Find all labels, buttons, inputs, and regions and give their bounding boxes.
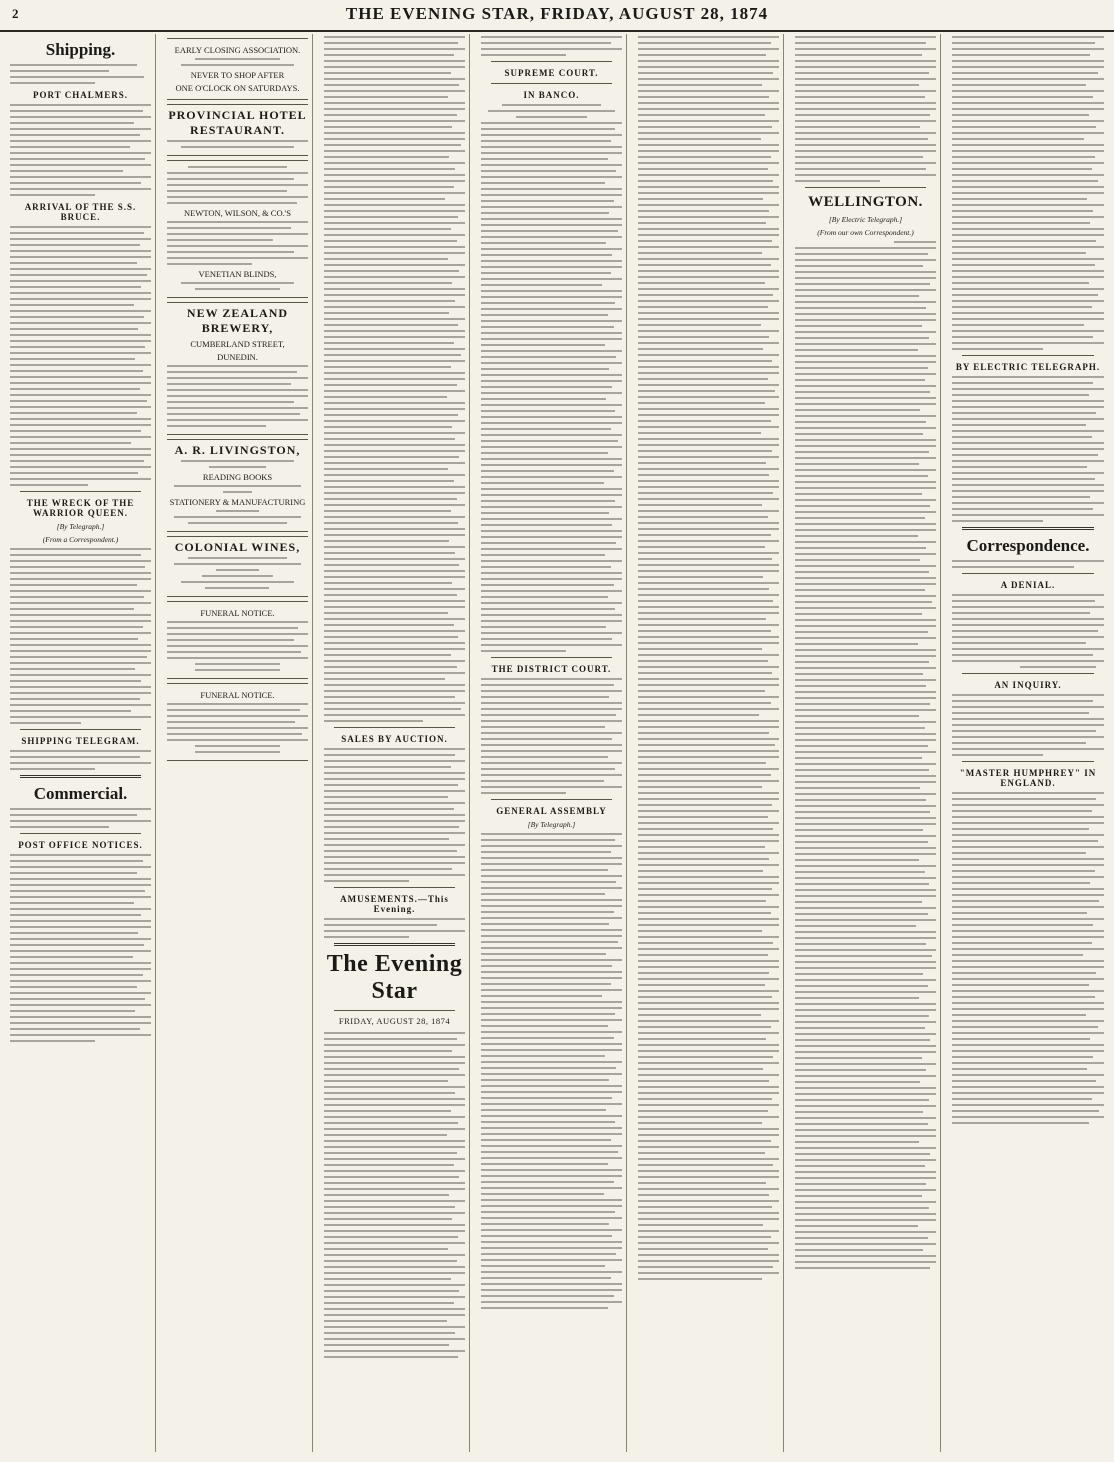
funeral-notice-title-1: FUNERAL NOTICE. bbox=[200, 608, 275, 618]
text-block bbox=[10, 64, 151, 84]
column-2 bbox=[163, 34, 313, 1452]
general-assembly-heading: GENERAL ASSEMBLY bbox=[496, 806, 607, 816]
venetian-blinds-title: VENETIAN BLINDS, bbox=[198, 269, 277, 279]
electric-telegraph-heading: BY ELECTRIC TELEGRAPH. bbox=[955, 362, 1101, 372]
post-office-heading: POST OFFICE NOTICES. bbox=[18, 840, 143, 850]
correspondent-tag: (From a Correspondent.) bbox=[42, 535, 119, 544]
text-block bbox=[10, 750, 151, 770]
divider bbox=[334, 943, 455, 946]
column-3 bbox=[320, 34, 470, 1452]
newton-wilson-title: NEWTON, WILSON, & CO.'S bbox=[184, 208, 291, 218]
text-block bbox=[10, 808, 151, 828]
text-block bbox=[952, 36, 1104, 350]
text-block bbox=[10, 226, 151, 486]
funeral-notice-2 bbox=[167, 683, 308, 761]
district-court-heading: THE DISTRICT COURT. bbox=[491, 664, 612, 674]
shipping-telegram-heading: SHIPPING TELEGRAM. bbox=[21, 736, 140, 746]
text-block bbox=[324, 918, 465, 938]
text-block bbox=[952, 594, 1104, 668]
early-closing-ad bbox=[167, 38, 308, 100]
in-banco-heading: IN BANCO. bbox=[523, 90, 580, 100]
divider bbox=[962, 527, 1094, 530]
provincial-hotel-ad bbox=[167, 104, 308, 156]
divider bbox=[491, 83, 612, 84]
divider bbox=[334, 1010, 455, 1011]
provincial-hotel-title: PROVINCIAL HOTEL RESTAURANT. bbox=[168, 108, 307, 137]
column-6 bbox=[791, 34, 941, 1452]
livingston-title: A. R. LIVINGSTON, bbox=[174, 443, 301, 457]
divider bbox=[962, 673, 1094, 674]
divider bbox=[962, 573, 1094, 574]
page-number: 2 bbox=[12, 6, 19, 21]
sales-auction-heading: SALES BY AUCTION. bbox=[341, 734, 448, 744]
text-block bbox=[481, 104, 622, 652]
text-block bbox=[481, 678, 622, 794]
newspaper-columns bbox=[6, 34, 1108, 1454]
commercial-heading: Commercial. bbox=[33, 784, 128, 803]
electric-telegraph-tag: [By Electric Telegraph.] bbox=[828, 215, 903, 224]
early-closing-title: EARLY CLOSING ASSOCIATION. bbox=[174, 45, 301, 55]
paper-title: THE EVENING STAR, FRIDAY, AUGUST 28, 1874 bbox=[345, 4, 769, 23]
text-block bbox=[952, 792, 1104, 1124]
port-chalmers-heading: PORT CHALMERS. bbox=[32, 90, 129, 100]
warrior-queen-heading: THE WRECK OF THE WARRIOR QUEEN. bbox=[26, 498, 135, 518]
shipping-heading: Shipping. bbox=[45, 40, 116, 59]
telegraph-tag: [By Telegraph.] bbox=[527, 820, 576, 829]
column-4 bbox=[477, 34, 627, 1452]
nz-brewery-ad bbox=[167, 302, 308, 435]
dateline: FRIDAY, AUGUST 28, 1874 bbox=[338, 1016, 451, 1026]
nz-brewery-title: NEW ZEALAND BREWERY, bbox=[186, 306, 289, 335]
text-block bbox=[324, 36, 465, 722]
funeral-notice-title-2: FUNERAL NOTICE. bbox=[200, 690, 275, 700]
livingston-ad bbox=[167, 439, 308, 532]
one-oclock-line: ONE O'CLOCK ON SATURDAYS. bbox=[175, 83, 300, 93]
funeral-notice-1 bbox=[167, 601, 308, 679]
column-1 bbox=[6, 34, 156, 1452]
divider bbox=[491, 657, 612, 658]
text-block bbox=[481, 36, 622, 56]
bruce-heading: ARRIVAL OF THE S.S. BRUCE. bbox=[24, 202, 137, 222]
colonial-wines-title: COLONIAL WINES, bbox=[174, 540, 301, 554]
own-correspondent-tag: (From our own Correspondent.) bbox=[817, 228, 914, 237]
divider bbox=[962, 761, 1094, 762]
divider bbox=[334, 887, 455, 888]
column-5 bbox=[634, 34, 784, 1452]
telegram-tag: [By Telegraph.] bbox=[56, 522, 105, 531]
text-block bbox=[795, 36, 936, 182]
masthead bbox=[0, 0, 1114, 32]
divider bbox=[20, 775, 141, 778]
text-block bbox=[10, 104, 151, 196]
divider bbox=[962, 355, 1094, 356]
divider bbox=[20, 491, 141, 492]
text-block bbox=[10, 854, 151, 1042]
text-block bbox=[638, 36, 779, 1280]
text-block bbox=[795, 241, 936, 1269]
an-inquiry-heading: AN INQUIRY. bbox=[994, 680, 1062, 690]
a-denial-heading: A DENIAL. bbox=[1000, 580, 1056, 590]
stationery-line: STATIONERY & MANUFACTURING bbox=[169, 497, 306, 507]
reading-books: READING BOOKS bbox=[202, 472, 273, 482]
wellington-heading: WELLINGTON. bbox=[808, 194, 923, 210]
divider bbox=[491, 61, 612, 62]
dunedin-line: DUNEDIN. bbox=[217, 352, 258, 362]
divider bbox=[491, 799, 612, 800]
amusements-heading: AMUSEMENTS.—This Evening. bbox=[340, 894, 449, 914]
master-humphrey-heading: "MASTER HUMPHREY" IN ENGLAND. bbox=[959, 768, 1097, 788]
text-block bbox=[952, 560, 1104, 568]
newspaper-flag: The Evening Star bbox=[326, 951, 463, 1004]
text-block bbox=[952, 376, 1104, 522]
text-block bbox=[481, 833, 622, 1309]
divider bbox=[805, 187, 926, 188]
never-shop-line: NEVER TO SHOP AFTER bbox=[190, 70, 285, 80]
text-block bbox=[952, 694, 1104, 756]
cumberland-street: CUMBERLAND STREET, bbox=[190, 339, 285, 349]
divider bbox=[20, 729, 141, 730]
divider bbox=[20, 833, 141, 834]
supreme-court-heading: SUPREME COURT. bbox=[504, 68, 599, 78]
text-block bbox=[324, 1032, 465, 1358]
text-block bbox=[324, 748, 465, 882]
divider bbox=[334, 727, 455, 728]
newton-wilson-ad bbox=[167, 160, 308, 298]
column-7 bbox=[948, 34, 1108, 1452]
text-block bbox=[10, 548, 151, 724]
correspondence-heading: Correspondence. bbox=[966, 536, 1090, 555]
colonial-wines-ad bbox=[167, 536, 308, 597]
